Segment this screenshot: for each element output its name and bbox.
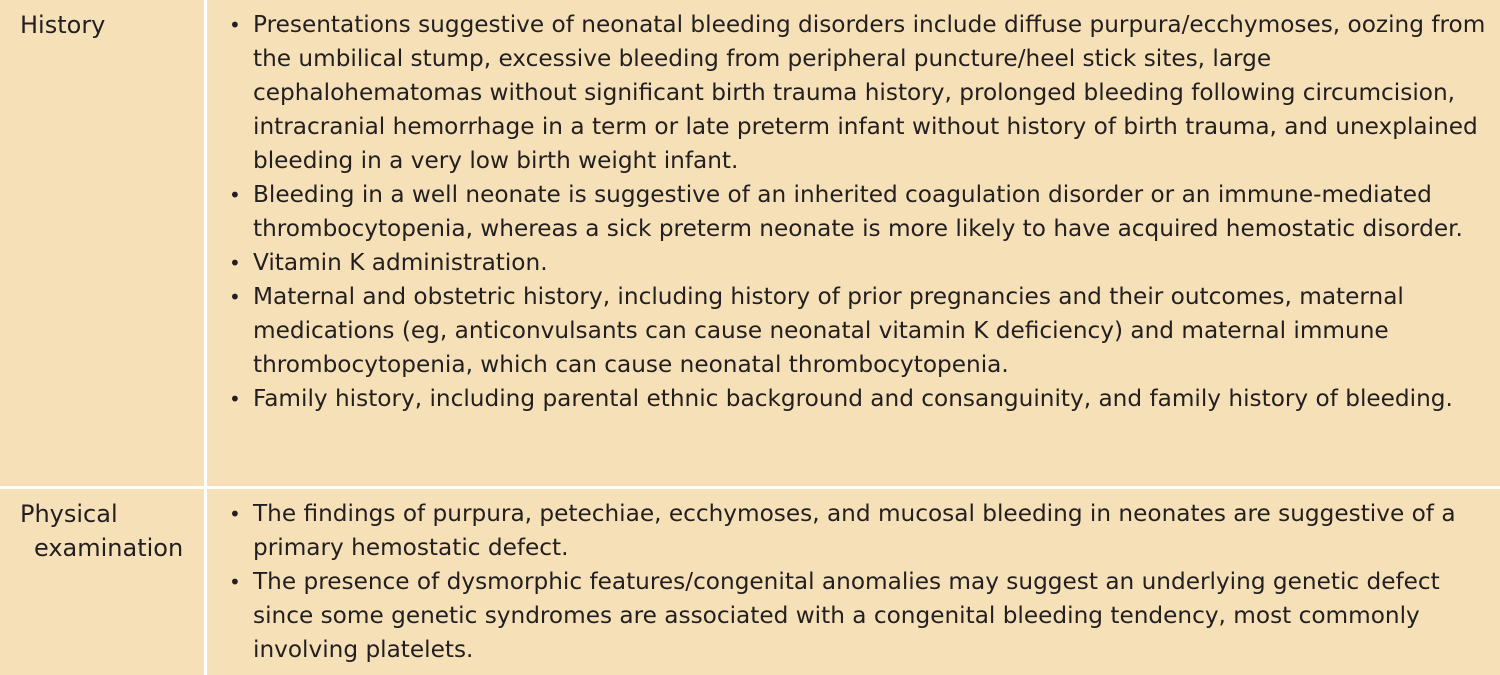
row-label-history xyxy=(0,0,204,486)
list-item xyxy=(207,565,1486,667)
list-item-text: The presence of dysmorphic features/congenital anomalies may suggest an underlying genetic defect since some genetic syndromes are associated with a congenital bleeding tendency, most commonly involving platelets. xyxy=(253,568,1440,663)
list-item xyxy=(207,178,1486,246)
bullet-list-history xyxy=(207,8,1486,416)
list-item-text: Bleeding in a well neonate is suggestive of an inherited coagulation disorder or an immune-mediated thrombocytopenia, whereas a sick preterm neonate is more likely to have acquired hemostatic disorder. xyxy=(253,181,1463,242)
row-label-line: examination xyxy=(34,534,184,562)
list-item xyxy=(207,246,1486,280)
row-label-line: Physical xyxy=(20,500,118,528)
list-item-text: Presentations suggestive of neonatal bleeding disorders include diffuse purpura/ecchymoses, oozing from the umbilical stump, excessive bleeding from peripheral puncture/heel stick sites, large cephalohematomas without significant birth trauma history, prolonged bleeding following circumcision, intracranial hemorrhage in a term or late preterm infant without history of birth trauma, and unexplained bleeding in a very low birth weight infant. xyxy=(253,11,1486,174)
bullet-icon: • xyxy=(229,285,241,309)
bullet-list-physical-examination xyxy=(207,497,1486,667)
row-content-physical-examination xyxy=(207,489,1500,667)
list-item xyxy=(207,382,1486,416)
list-item-text: Maternal and obstetric history, including history of prior pregnancies and their outcomes, maternal medications (eg, anticonvulsants can cause neonatal vitamin K deficiency) and maternal immune thrombocytopenia, which can cause neonatal thrombocytopenia. xyxy=(253,283,1404,378)
list-item-text: Vitamin K administration. xyxy=(253,249,548,276)
list-item xyxy=(207,280,1486,382)
bullet-icon: • xyxy=(229,387,241,411)
bullet-icon: • xyxy=(229,570,241,594)
row-label-physical-examination xyxy=(0,489,204,675)
table-row-physical-examination xyxy=(0,489,1500,675)
bullet-icon: • xyxy=(229,502,241,526)
bullet-icon: • xyxy=(229,183,241,207)
bullet-icon: • xyxy=(229,13,241,37)
list-item xyxy=(207,497,1486,565)
list-item xyxy=(207,8,1486,178)
list-item-text: The findings of purpura, petechiae, ecchymoses, and mucosal bleeding in neonates are suggestive of a primary hemostatic defect. xyxy=(253,500,1456,561)
list-item-text: Family history, including parental ethnic background and consanguinity, and family history of bleeding. xyxy=(253,385,1453,412)
row-content-history xyxy=(207,0,1500,416)
bullet-icon: • xyxy=(229,251,241,275)
row-label-line: History xyxy=(20,11,106,39)
